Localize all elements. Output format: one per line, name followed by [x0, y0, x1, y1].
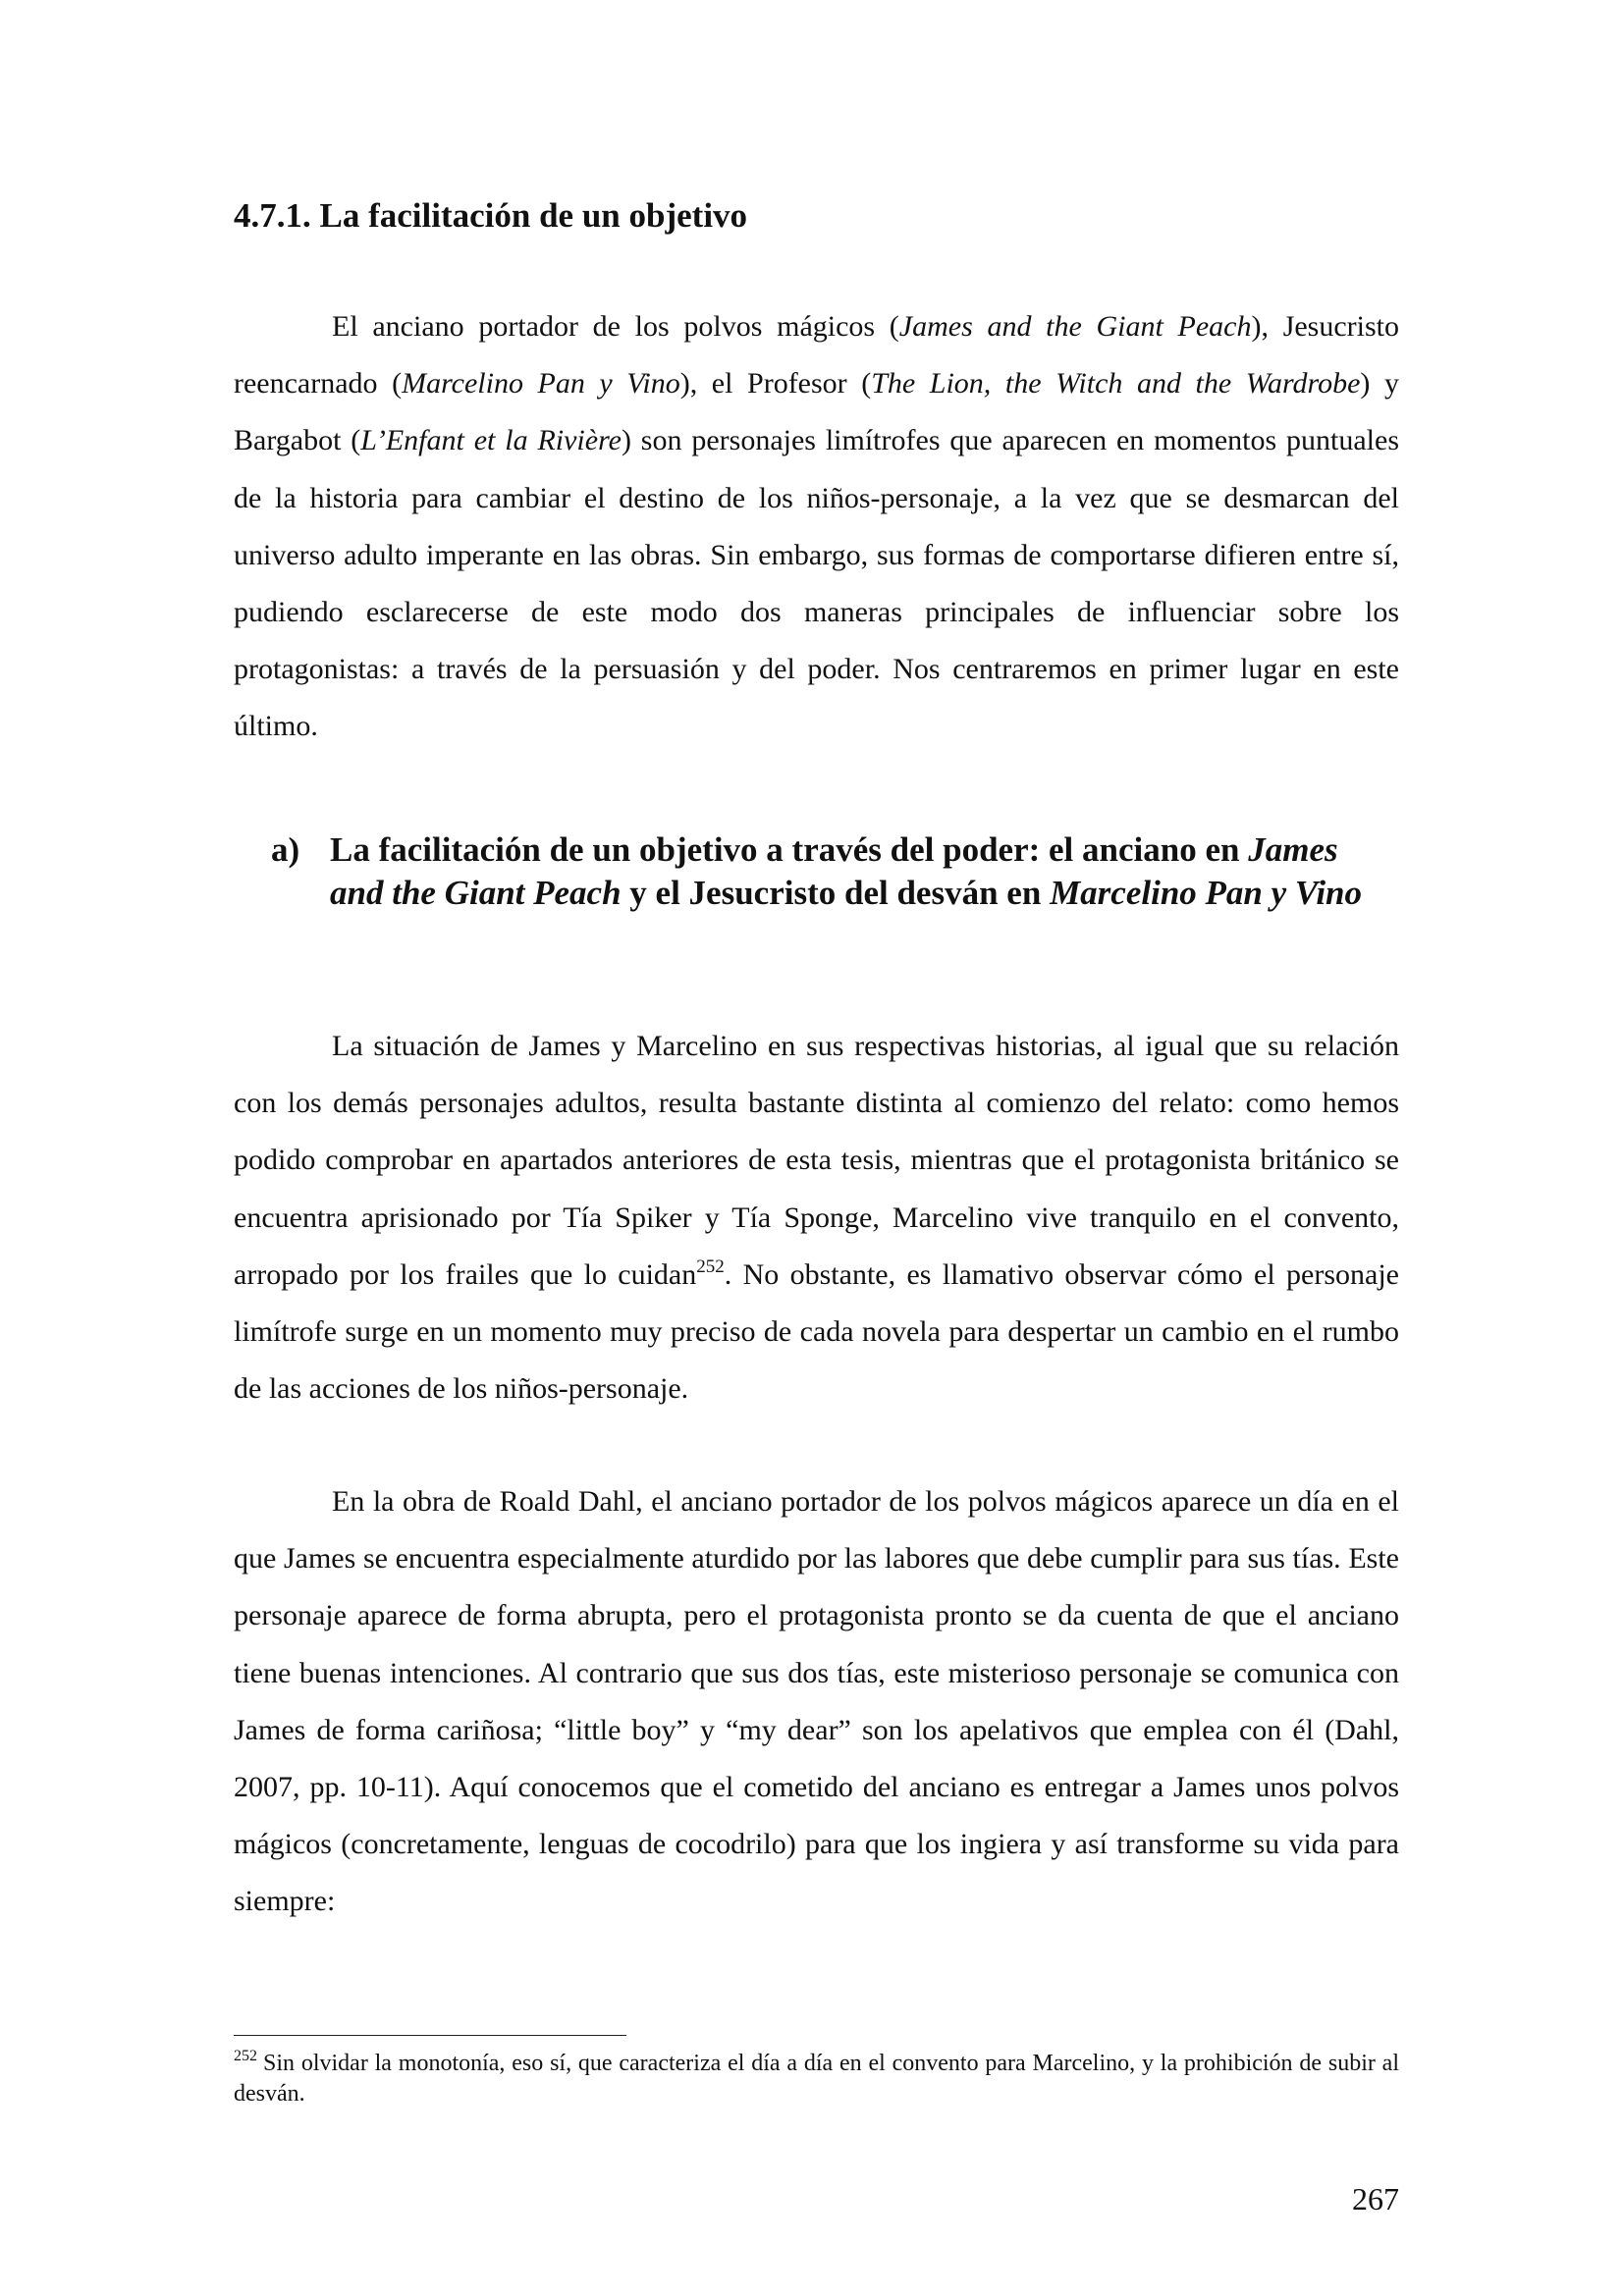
text-run: ), Jesucristo reencarnado ( — [234, 310, 1400, 400]
italic-title-run: Marcelino Pan y Vino — [1050, 874, 1363, 912]
footnote-reference[interactable]: 252 — [696, 1255, 725, 1277]
text-run: ) son personajes limítrofes que aparecen en momentos puntuales de la historia para cambiar el destino de los niños-personaje, a la vez que se desmarcan del universo adulto imperante en las obras. Sin embargo, sus formas de comportarse difieren entre sí, pudiendo esclarecerse de este modo dos maneras principales de influenciar sobre los protagonistas: a través de la persuasión y del poder. Nos centraremos en primer lugar en este último. — [234, 424, 1400, 743]
paragraph-text: La situación de James y Marcelino en sus respectivas historias, al igual que su relación con los demás personajes adultos, resulta bastante distinta al comienzo del relato: como hemos podido comprobar en apartados anteriores de esta tesis, mientras que el protagonista británico se encuentra aprisionado por Tía Spiker y Tía Sponge, Marcelino vive tranquilo en el convento, arropado por los frailes que lo cuidan — [234, 1030, 1399, 1291]
italic-title-run: Marcelino Pan y Vino — [402, 367, 680, 400]
page-number: 267 — [1352, 2181, 1399, 2216]
document-page — [234, 0, 1399, 2296]
paragraph-text: . No obstante, es llamativo observar cómo el personaje limítrofe surge en un momento muy preciso de cada novela para despertar un cambio en el rumbo de las acciones de los niños-personaje. — [234, 1257, 1399, 1406]
section-heading: 4.7.1. La facilitación de un objetivo — [234, 196, 748, 235]
body-paragraph-intro — [234, 298, 1399, 756]
footnote-separator — [234, 2035, 626, 2036]
text-run: ) y Bargabot ( — [234, 367, 1399, 457]
text-run: El anciano portador de los polvos mágicos ( — [332, 310, 899, 343]
subsection-heading — [271, 828, 1371, 915]
footnote-number: 252 — [234, 2048, 257, 2064]
footnote — [234, 2049, 1399, 2109]
italic-title-run: James and the Giant Peach — [898, 310, 1252, 343]
italic-title-run: The Lion, the Witch and the Wardrobe — [871, 367, 1361, 400]
italic-title-run: L’Enfant et la Rivière — [360, 424, 622, 457]
body-paragraph-situation — [234, 1018, 1399, 1417]
subsection-marker: a) — [271, 830, 300, 869]
subsection-title — [330, 828, 1371, 915]
footnote-text: Sin olvidar la monotonía, eso sí, que caracteriza el día a día en el convento para Marcelino, y la prohibición de subir al desván. — [234, 2051, 1399, 2107]
text-run: ), el Profesor ( — [679, 367, 872, 400]
body-paragraph-dahl: En la obra de Roald Dahl, el anciano portador de los polvos mágicos aparece un día en el que James se encuentra especialmente aturdido por las labores que debe cumplir para sus tías. Este personaje aparece de forma abrupta, pero el protagonista pronto se da cuenta de que el anciano tiene buenas intenciones. Al contrario que sus dos tías, este misterioso personaje se comunica con James de forma cariñosa; “little boy” y “my dear” son los apelativos que emplea con él (Dahl, 2007, pp. 10-11). Aquí conocemos que el cometido del anciano es entregar a James unos polvos mágicos (concretamente, lenguas de cocodrilo) para que los ingiera y así transforme su vida para siempre: — [234, 1485, 1399, 1918]
text-run: y el Jesucristo del desván en — [621, 874, 1051, 912]
italic-title-run: James and the Giant Peach — [330, 830, 1338, 912]
text-run: La facilitación de un objetivo a través del poder: el anciano en — [330, 830, 1249, 869]
